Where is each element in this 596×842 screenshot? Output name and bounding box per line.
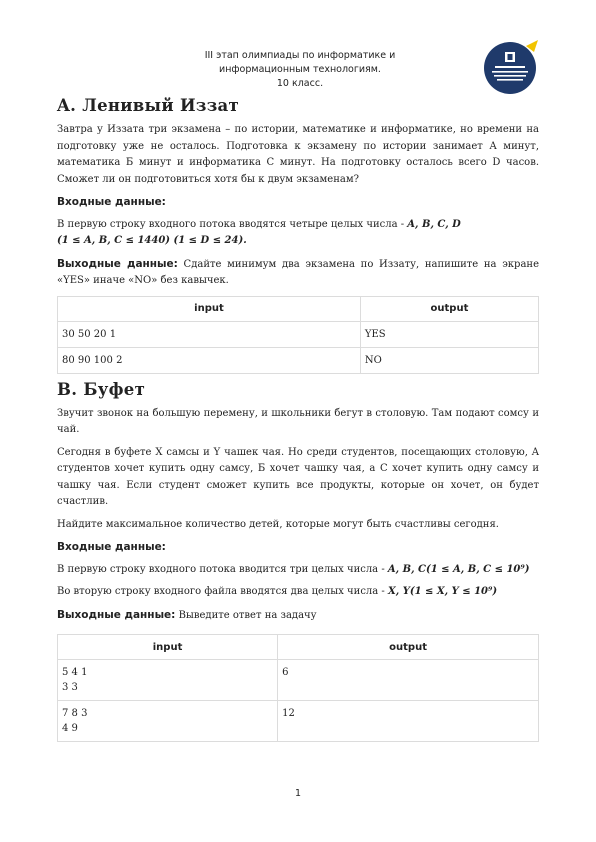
problem-b-input-line-1-text: В первую строку входного потока вводится три целых числа -	[57, 563, 388, 575]
header-line-2: информационным технологиям.	[219, 64, 381, 75]
problem-b-paragraph-1: Звучит звонок на большую перемену, и школьники бегут в столовую. Там подают сомсу и чай.	[57, 407, 539, 435]
example-input: 5 4 1 3 3	[58, 660, 278, 701]
problem-a-input-heading: Входные данные:	[57, 196, 166, 208]
problem-b-input-line-2	[57, 584, 539, 601]
page-header	[150, 49, 450, 91]
table-row	[58, 660, 539, 701]
problem-b-output-body: Выведите ответ на задачу	[175, 609, 317, 621]
problem-b-input-line-2-text: Во вторую строку входного файла вводятся два целых числа -	[57, 586, 388, 597]
problem-b-input-line-1	[57, 562, 539, 579]
table-header-row	[58, 635, 539, 660]
example-output: YES	[360, 321, 538, 347]
problem-a-output-text	[57, 256, 539, 290]
problem-b-paragraph-2: Сегодня в буфете X самсы и Y чашек чая. Но среди студентов, посещающих столовую, A студентов хочет купить одну самсу, Б хочет чашку чая, а C хочет купить одну самсу и чашку чая. Если студент сможет купить все продукты, которые он хочет, он будет счастлив.	[57, 446, 539, 507]
problem-b-output-text	[57, 607, 539, 625]
problem-a-output-heading: Выходные данные:	[57, 257, 178, 270]
problem-b-input-line-2-math: X, Y(1 ≤ X, Y ≤ 10⁹)	[388, 586, 498, 597]
problem-b-paragraph-3: Найдите максимальное количество детей, которые могут быть счастливы сегодня.	[57, 518, 499, 530]
column-header-output: output	[278, 635, 539, 660]
problem-a-examples-table	[57, 296, 539, 374]
problem-a-statement: Завтра у Иззата три экзамена – по истории, математике и информатике, но времени на подготовку уже не осталось. Подготовка к экзамену по истории занимает A минут, математика Б минут и информатика C минут. На подготовку осталось всего D часов. Сможет ли он подготовиться хотя бы к двум экзаменам?	[57, 124, 539, 185]
column-header-input: input	[58, 635, 278, 660]
olympiad-logo-icon	[482, 36, 542, 96]
example-input: 80 90 100 2	[58, 347, 361, 373]
table-row	[58, 347, 539, 373]
problem-a-title: A. Ленивый Иззат	[57, 96, 240, 115]
problem-b-title: B. Буфет	[57, 379, 146, 399]
example-input: 30 50 20 1	[58, 321, 361, 347]
page-number: 1	[294, 788, 302, 799]
problem-a-input-text	[57, 217, 539, 250]
header-line-3: 10 класс.	[276, 78, 324, 89]
header-line-1: III этап олимпиады по информатике и	[204, 50, 396, 61]
problem-b-output-heading: Выходные данные:	[57, 608, 176, 621]
problem-b-input-line-1-math: A, B, C(1 ≤ A, B, C ≤ 10⁹)	[387, 563, 530, 575]
problem-b-examples-table	[57, 634, 539, 742]
table-row	[58, 701, 539, 742]
table-row	[58, 321, 539, 347]
column-header-output: output	[360, 296, 538, 321]
problem-a-input-vars: A, B, C, D	[407, 218, 461, 230]
problem-b-input-heading: Входные данные:	[57, 541, 166, 553]
problem-a-input-text-body: В первую строку входного потока вводятся четыре целых числа -	[57, 218, 408, 230]
problem-a-input-constraints: (1 ≤ A, B, C ≤ 1440) (1 ≤ D ≤ 24).	[57, 235, 247, 246]
table-header-row	[58, 296, 539, 321]
example-output: NO	[360, 347, 538, 373]
column-header-input: input	[58, 296, 361, 321]
problem-a-output-body: Сдайте минимум два экзамена по Иззату, напишите на экране «YES» иначе «NO» без кавычек.	[57, 258, 539, 286]
example-output: 12	[278, 701, 539, 742]
example-output: 6	[278, 660, 539, 701]
example-input: 7 8 3 4 9	[58, 701, 278, 742]
